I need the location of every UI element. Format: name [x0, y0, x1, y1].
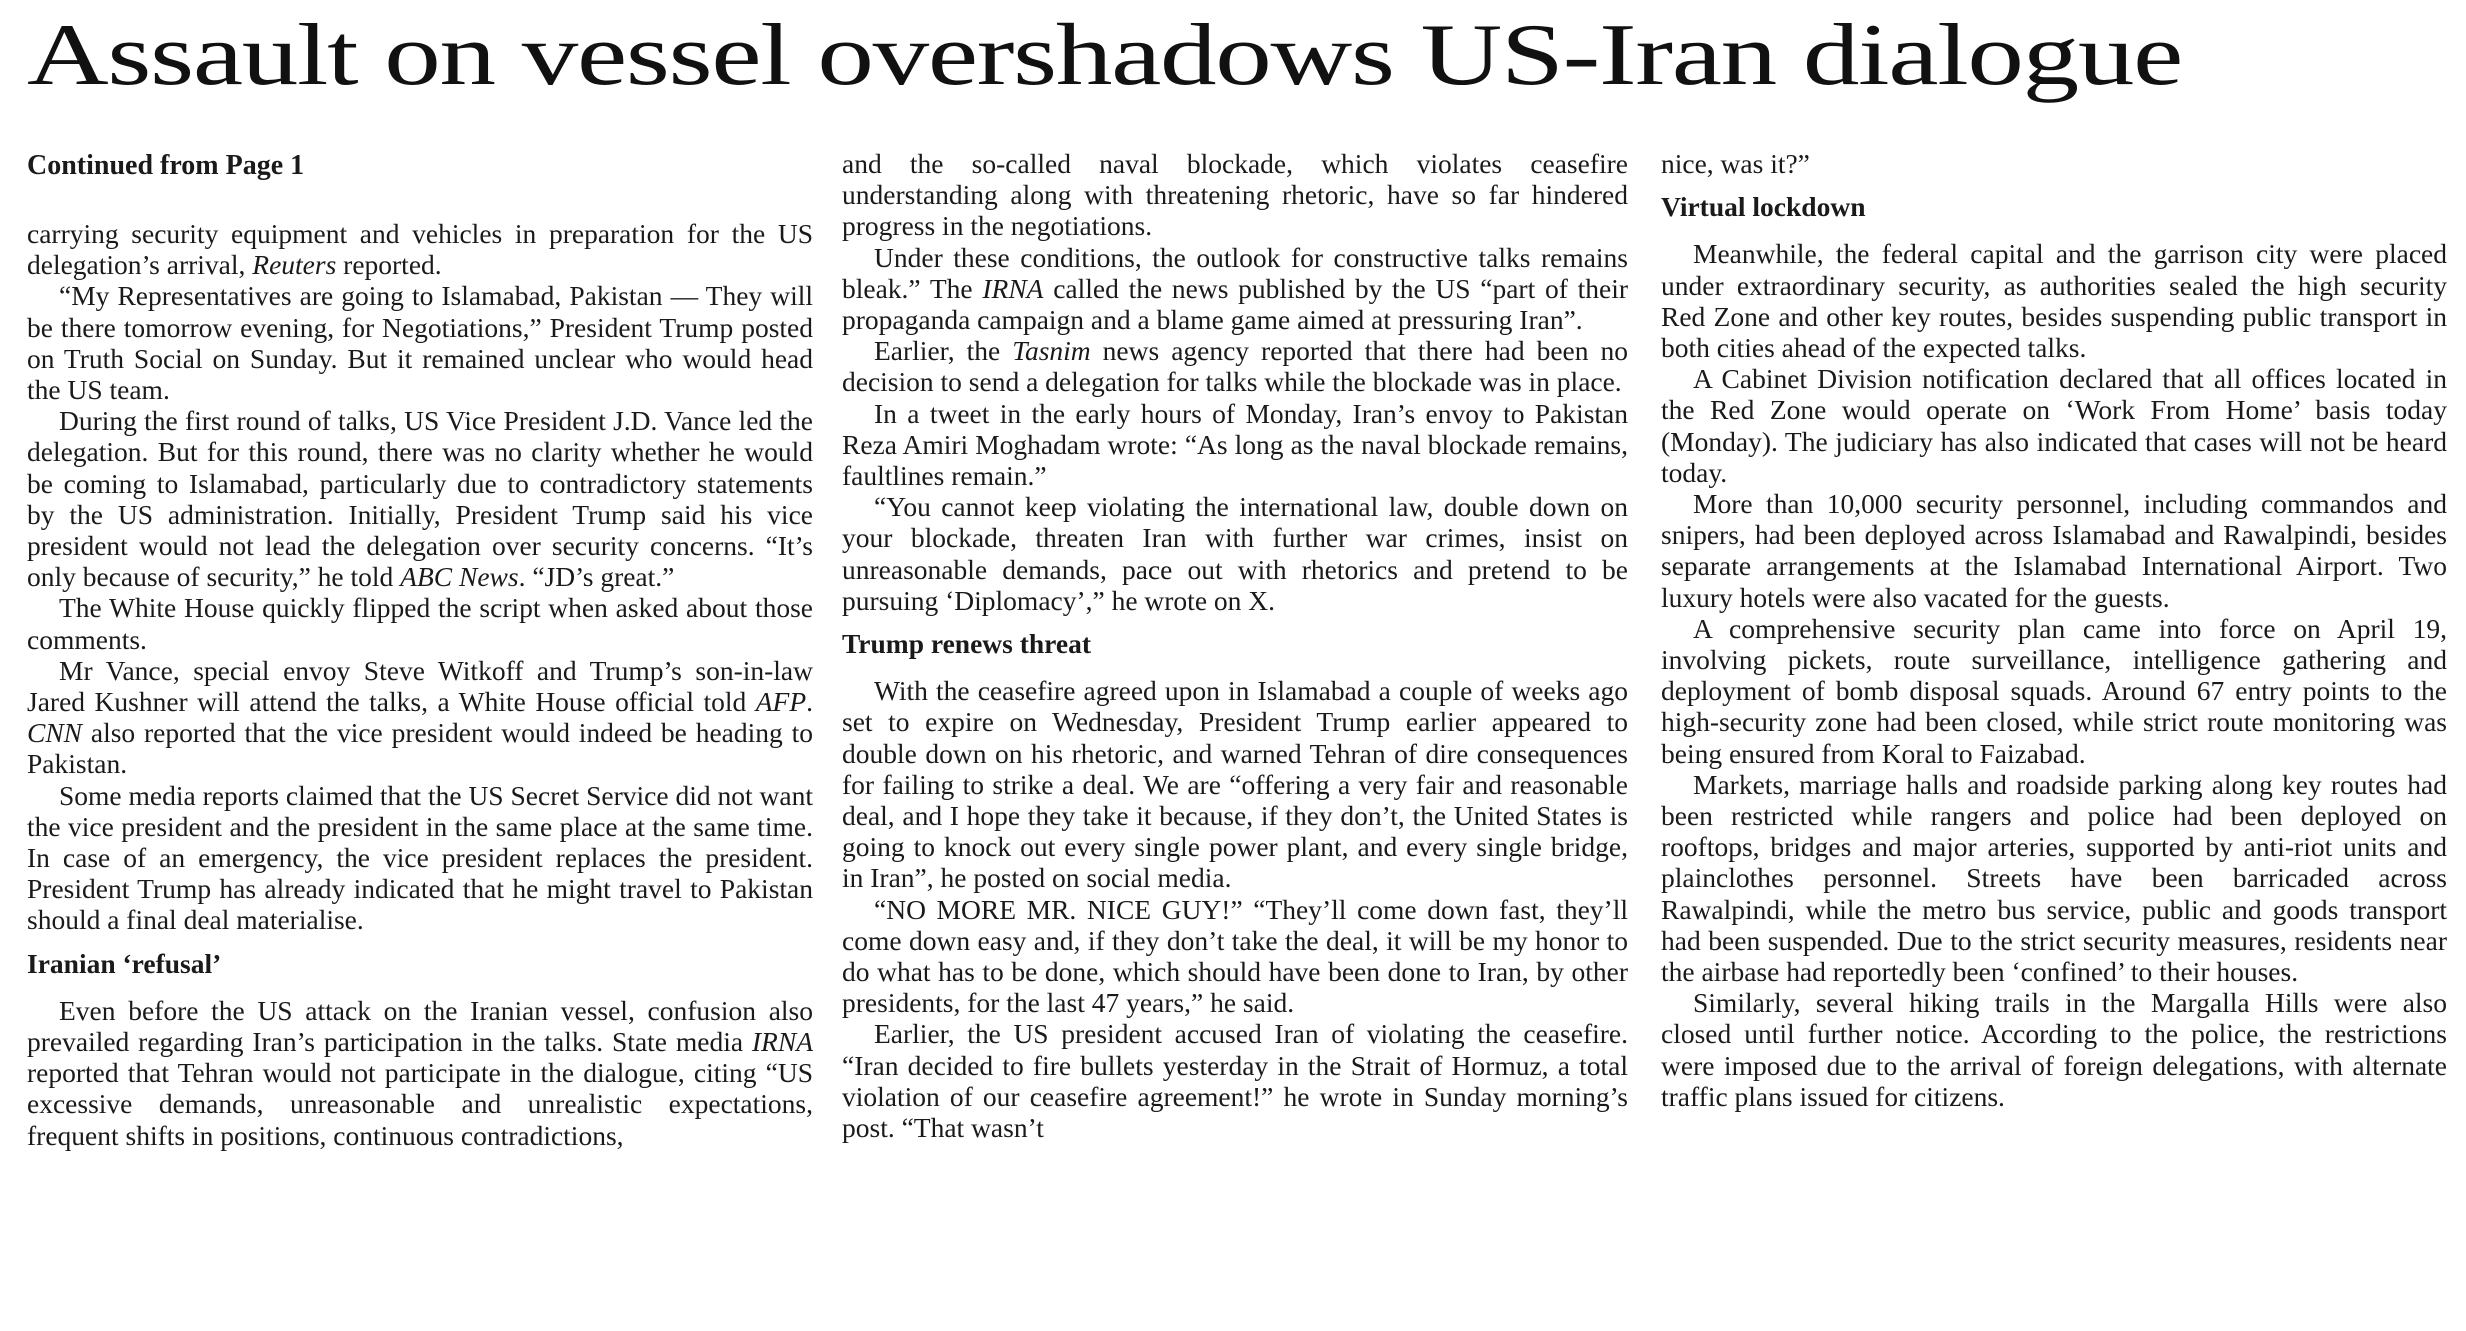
paragraph-text: and the so-called naval blockade, which violates ceasefire understanding along with threatening rhetoric, have so far hindered progress in the negotiations.	[842, 148, 1628, 242]
article-paragraph	[27, 405, 813, 592]
article-paragraph	[1661, 613, 2447, 769]
article-paragraph	[1661, 488, 2447, 613]
publication-name: IRNA	[751, 1026, 813, 1058]
article-paragraph	[842, 894, 1628, 1019]
paragraph-text: “You cannot keep violating the international law, double down on your blockade, threaten Iran with further war crimes, insist on unreasonable demands, pace out with rhetorics and pretend to be pursuing ‘Diplomacy’,” he wrote on X.	[842, 491, 1628, 616]
article-paragraph	[27, 592, 813, 654]
section-subheading: Virtual lockdown	[1661, 191, 1866, 223]
paragraph-text: Earlier, the US president accused Iran of violating the ceasefire. “Iran decided to fire bullets yesterday in the Strait of Hormuz, a total violation of our ceasefire agreement!” he wrote in Sunday morning’s post. “That wasn’t	[842, 1018, 1628, 1144]
paragraph-text: A comprehensive security plan came into force on April 19, involving pickets, route surveillance, intelligence gathering and deployment of bomb disposal squads. Around 67 entry points to the high-security zone had been closed, while strict route monitoring was being ensured from Koral to Faizabad.	[1661, 612, 2447, 769]
paragraph-text: Meanwhile, the federal capital and the garrison city were placed under extraordinary security, as authorities sealed the high security Red Zone and other key routes, besides suspending public transport in both cities ahead of the expected talks.	[1661, 238, 2447, 364]
article-paragraph	[842, 398, 1628, 492]
article-paragraph	[1661, 148, 2447, 179]
paragraph-text: During the first round of talks, US Vice President J.D. Vance led the delegation. But for this round, there was no clarity whether he would be coming to Islamabad, particularly due to contradictory statements by the US administration. Initially, President Trump said his vice president would not lead the delegation over security concerns. “It’s only because of security,” he told	[27, 405, 813, 593]
continued-from-label: Continued from Page 1	[27, 150, 305, 181]
column-body	[27, 218, 813, 1151]
paragraph-text: With the ceasefire agreed upon in Islamabad a couple of weeks ago set to expire on Wednesday, President Trump earlier appeared to double down on his rhetoric, and warned Tehran of dire consequences for failing to strike a deal. We are “offering a very fair and reasonable deal, and I hope they take it because, if they don’t, the United States is going to knock out every single power plant, and every single bridge, in Iran”, he posted on social media.	[842, 675, 1628, 894]
article-paragraph	[842, 148, 1628, 242]
article-paragraph	[842, 242, 1628, 336]
article-paragraph	[842, 1018, 1628, 1143]
paragraph-text: “NO MORE MR. NICE GUY!” “They’ll come down fast, they’ll come down easy and, if they don’t take the deal, it will be my honor to do what has to be done, which should have been done to Iran, by other presidents, for the last 47 years,” he said.	[842, 893, 1628, 1019]
paragraph-text: called the news published by the US “part of their propaganda campaign and a blame game aimed at pressuring Iran”.	[842, 272, 1628, 336]
section-subheading: Trump renews threat	[842, 628, 1092, 660]
paragraph-text: nice, was it?”	[1661, 148, 1810, 179]
paragraph-text: Markets, marriage halls and roadside parking along key routes had been restricted while rangers and police had been deployed on rooftops, bridges and major arteries, supported by anti-riot units and plainclothes personnel. Streets have been barricaded across Rawalpindi, while the metro bus service, public and goods transport had been suspended. Due to the strict security measures, residents near the airbase had reportedly been ‘confined’ to their houses.	[1661, 768, 2447, 988]
paragraph-text: news agency reported that there had been no decision to send a delegation for talks while the blockade was in place.	[842, 335, 1628, 398]
article-paragraph	[27, 780, 813, 936]
paragraph-text: Similarly, several hiking trails in the Margalla Hills were also closed until further notice. According to the police, the restrictions were imposed due to the arrival of foreign delegations, with alternate traffic plans issued for citizens.	[1661, 987, 2447, 1112]
paragraph-text: A Cabinet Division notification declared that all offices located in the Red Zone would operate on ‘Work From Home’ basis today (Monday). The judiciary has also indicated that cases will not be heard today.	[1661, 363, 2447, 488]
article-headline: Assault on vessel overshadows US-Iran dialogue	[27, 7, 2183, 104]
article-paragraph	[842, 675, 1628, 893]
paragraph-text: carrying security equipment and vehicles in preparation for the US delegation’s arrival,	[27, 218, 813, 281]
article-column-2	[842, 148, 1628, 1143]
paragraph-text: In a tweet in the early hours of Monday, Iran’s envoy to Pakistan Reza Amiri Moghadam wrote: “As long as the naval blockade remains, faultlines remain.”	[842, 397, 1628, 492]
publication-name: ABC News	[400, 561, 519, 593]
paragraph-text: Earlier, the	[874, 335, 1013, 367]
publication-name: Tasnim	[1012, 335, 1091, 367]
paragraph-text: Some media reports claimed that the US Secret Service did not want the vice president and the president in the same place at the same time. In case of an emergency, the vice president replaces the president. President Trump has already indicated that he might travel to Pakistan should a final deal materialise.	[27, 779, 813, 936]
paragraph-text: The White House quickly flipped the script when asked about those comments.	[27, 592, 813, 655]
paragraph-text: Even before the US attack on the Iranian vessel, confusion also prevailed regarding Iran’s participation in the talks. State media	[27, 994, 813, 1058]
publication-name: CNN	[27, 717, 83, 749]
paragraph-text: Mr Vance, special envoy Steve Witkoff and Trump’s son-in-law Jared Kushner will attend the talks, a White House official told	[27, 654, 813, 718]
column-body	[842, 148, 1628, 1143]
article-paragraph	[1661, 238, 2447, 363]
paragraph-text: More than 10,000 security personnel, including commandos and snipers, had been deployed across Islamabad and Rawalpindi, besides separate arrangements at the Islamabad International Airport. Two luxury hotels were also vacated for the guests.	[1661, 488, 2447, 613]
paragraph-text: Under these conditions, the outlook for constructive talks remains bleak.” The	[842, 241, 1628, 304]
column-body	[1661, 148, 2447, 1112]
article-paragraph	[27, 218, 813, 280]
article-paragraph	[1661, 769, 2447, 987]
paragraph-text: .	[806, 686, 813, 718]
article-paragraph	[1661, 987, 2447, 1112]
article-paragraph	[27, 655, 813, 780]
paragraph-text: also reported that the vice president would indeed be heading to Pakistan.	[27, 717, 813, 780]
article-paragraph	[27, 995, 813, 1151]
article-paragraph	[842, 491, 1628, 616]
paragraph-text: reported that Tehran would not participate in the dialogue, citing “US excessive demands, unreasonable and unrealistic expectations, frequent shifts in positions, continuous contradictions,	[27, 1057, 813, 1151]
article-column-1	[27, 148, 813, 1151]
article-paragraph	[1661, 363, 2447, 488]
publication-name: IRNA	[982, 272, 1044, 304]
paragraph-text: “My Representatives are going to Islamabad, Pakistan — They will be there tomorrow evening, for Negotiations,” President Trump posted on Truth Social on Sunday. But it remained unclear who would head the US team.	[27, 280, 813, 406]
article-paragraph	[842, 335, 1628, 397]
paragraph-text: . “JD’s great.”	[518, 561, 675, 593]
article-column-3	[1661, 148, 2447, 1112]
publication-name: Reuters	[252, 249, 337, 281]
section-subheading: Iranian ‘refusal’	[27, 947, 222, 979]
paragraph-text: reported.	[336, 249, 442, 281]
publication-name: AFP	[755, 686, 807, 718]
article-paragraph	[27, 280, 813, 405]
